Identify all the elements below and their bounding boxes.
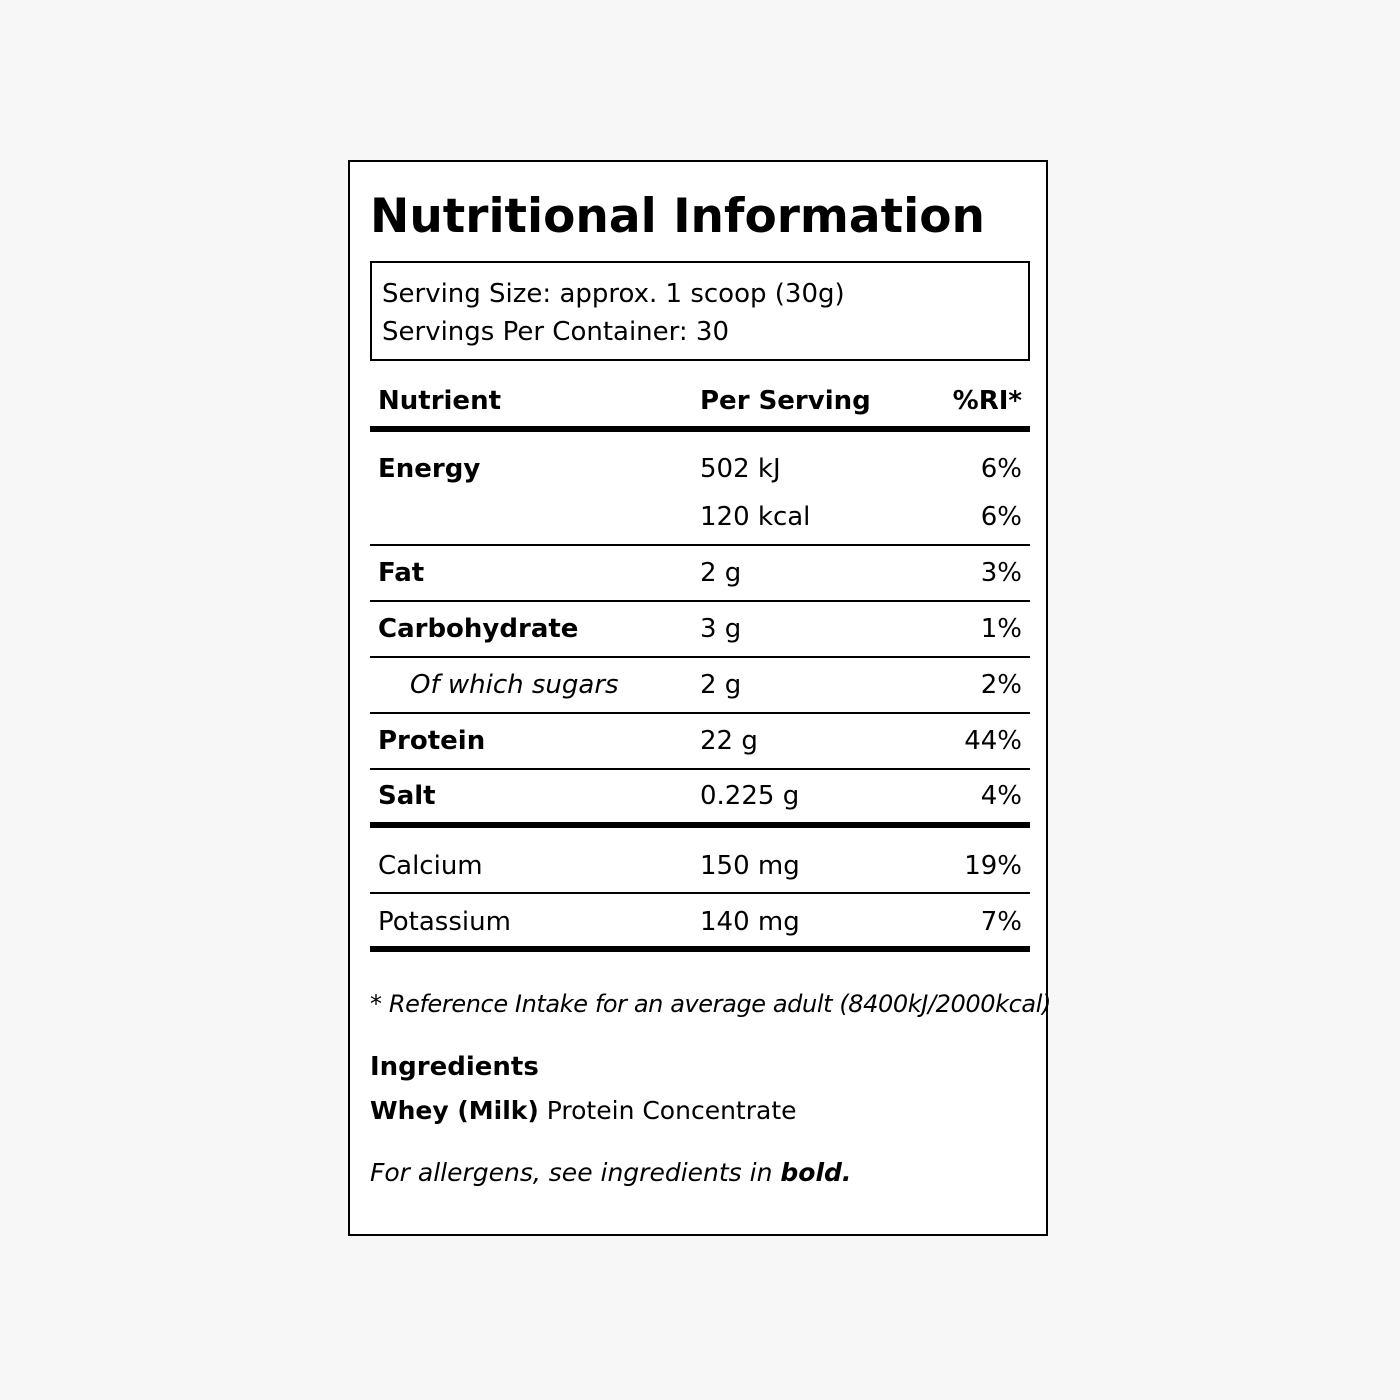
table-row-calcium [370, 828, 1030, 894]
header-ri: %RI* [952, 386, 1022, 416]
table-row-protein [370, 714, 1030, 770]
nutrient-value: 0.225 g [700, 781, 800, 811]
nutrient-name: Protein [378, 726, 486, 756]
nutrient-value: 150 mg [700, 851, 800, 881]
nutrition-label [348, 160, 1051, 1236]
table-row-sugars [370, 658, 1030, 714]
nutrient-value: 140 mg [700, 907, 800, 937]
nutrient-name: Potassium [378, 907, 511, 937]
nutrient-ri: 4% [980, 781, 1022, 811]
servings-per-container: Servings Per Container: 30 [382, 317, 730, 347]
nutrient-ri: 6% [980, 502, 1022, 532]
allergen-note-bold: bold. [780, 1158, 852, 1187]
nutrient-name: Calcium [378, 851, 483, 881]
table-row-energy-kcal [370, 496, 1030, 546]
ingredients-list [370, 1096, 797, 1125]
allergen-note-text: For allergens, see ingredients in [370, 1158, 781, 1187]
nutrient-ri: 7% [980, 907, 1022, 937]
allergen-note [370, 1158, 851, 1187]
table-row-potassium [370, 894, 1030, 952]
table-row-energy-kj [370, 432, 1030, 496]
ingredient-allergen: Whey (Milk) [370, 1096, 539, 1125]
nutrient-ri: 44% [964, 726, 1022, 756]
nutrient-value: 3 g [700, 614, 742, 644]
nutrient-ri: 3% [980, 558, 1022, 588]
nutrient-value: 502 kJ [700, 454, 781, 484]
nutrient-ri: 6% [980, 454, 1022, 484]
nutrient-name: Salt [378, 781, 436, 811]
serving-info-box [370, 261, 1030, 361]
nutrient-ri: 19% [964, 851, 1022, 881]
nutrient-name: Energy [378, 454, 481, 484]
ingredients-heading: Ingredients [370, 1052, 539, 1082]
table-row-fat [370, 546, 1030, 602]
nutrition-table [370, 376, 1030, 952]
nutrient-name: Carbohydrate [378, 614, 579, 644]
nutrient-name: Of which sugars [410, 670, 619, 700]
nutrient-value: 120 kcal [700, 502, 811, 532]
reference-intake-footnote: * Reference Intake for an average adult (8400kJ/2000kcal) [370, 990, 1051, 1018]
nutrient-ri: 1% [980, 614, 1022, 644]
table-header-row [370, 376, 1030, 432]
nutrient-ri: 2% [980, 670, 1022, 700]
nutrient-name: Fat [378, 558, 425, 588]
label-title: Nutritional Information [370, 189, 985, 244]
header-nutrient: Nutrient [378, 386, 502, 416]
table-row-carbohydrate [370, 602, 1030, 658]
ingredient-rest: Protein Concentrate [538, 1096, 797, 1125]
nutrient-value: 22 g [700, 726, 758, 756]
nutrient-value: 2 g [700, 670, 742, 700]
header-per-serving: Per Serving [700, 386, 871, 416]
serving-size: Serving Size: approx. 1 scoop (30g) [382, 279, 845, 309]
nutrient-value: 2 g [700, 558, 742, 588]
table-row-salt [370, 770, 1030, 828]
